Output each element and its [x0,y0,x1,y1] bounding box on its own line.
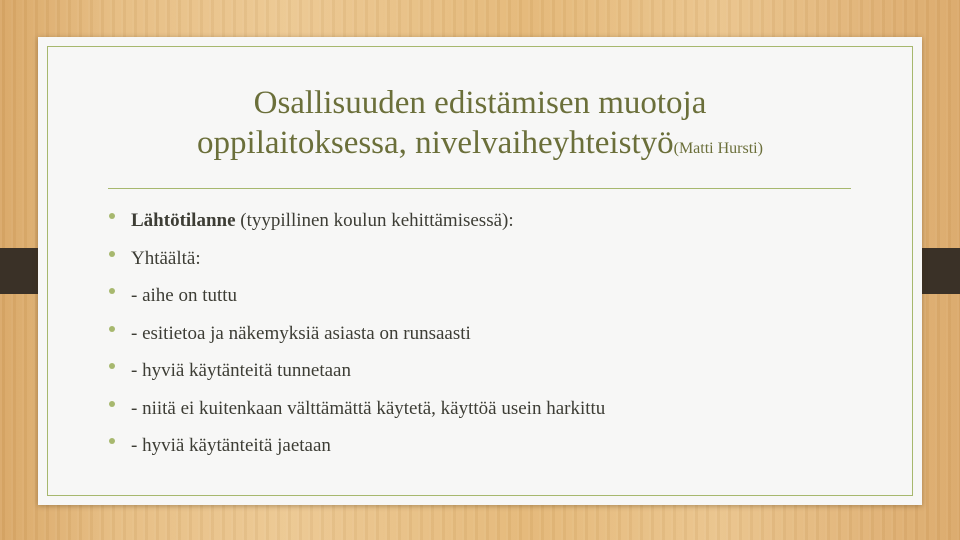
bullet-dot-icon [109,251,115,257]
list-item-text: Yhtäältä: [131,247,201,269]
title-author: (Matti Hursti) [673,140,763,157]
slide-title [38,83,922,169]
title-divider [108,188,851,189]
list-item-bold: Lähtötilanne [131,210,236,231]
list-item-text: - hyviä käytänteitä tunnetaan [131,360,351,381]
title-line-1: Osallisuuden edistämisen muotoja [253,85,707,121]
slide-card [38,37,922,505]
list-item [108,315,605,353]
bullet-dot-icon [109,438,115,444]
bullet-dot-icon [109,288,115,294]
right-side-tab [920,248,960,294]
list-item [108,277,605,315]
title-line-2: oppilaitoksessa, nivelvaiheyhteistyö [197,125,674,161]
list-item-text: (tyypillinen koulun kehittämisessä): [235,210,514,231]
list-item-text: - niitä ei kuitenkaan välttämättä käytetä, käyttöä usein harkittu [131,397,606,419]
bullet-dot-icon [109,213,115,219]
list-item-text: - aihe on tuttu [131,285,238,306]
list-item [108,390,605,428]
bullet-list [108,202,605,465]
list-item [108,202,605,240]
list-item [108,352,605,390]
list-item [108,240,605,278]
bullet-dot-icon [109,363,115,369]
list-item-text: - esitietoa ja näkemyksiä asiasta on runsaasti [131,322,471,344]
list-item [108,427,605,465]
left-side-tab [0,248,40,294]
bullet-dot-icon [109,326,115,332]
bullet-dot-icon [109,401,115,407]
list-item-text: - hyviä käytänteitä jaetaan [131,435,331,456]
